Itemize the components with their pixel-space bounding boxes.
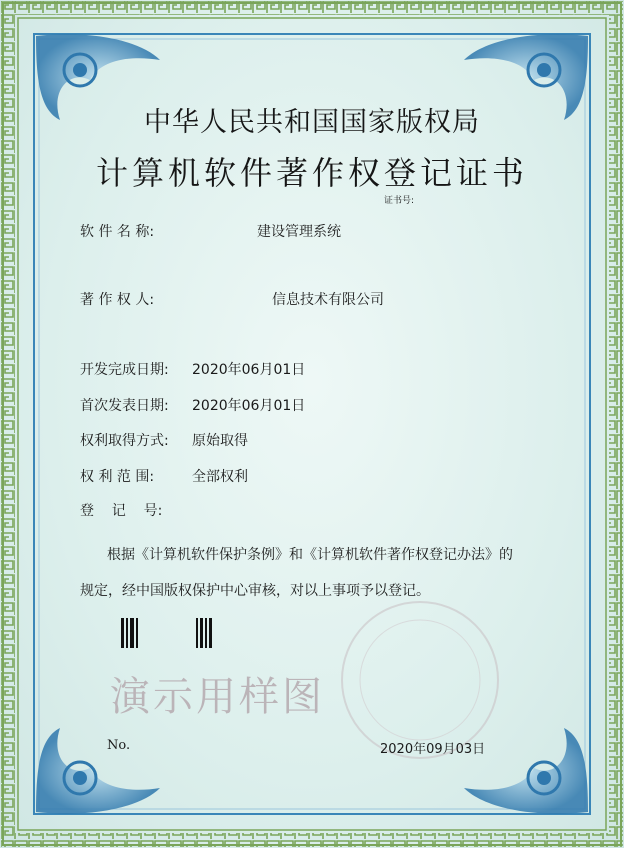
rights-scope-label: 权 利 范 围: <box>80 469 155 485</box>
copyright-owner-label: 著 作 权 人: <box>80 292 155 308</box>
barcode-right <box>196 618 212 648</box>
issue-date: 2020年09月03日 <box>380 742 486 757</box>
certificate-number-label: 证书号: <box>384 196 415 206</box>
corner-ornament-bottom-left <box>36 728 160 814</box>
issuing-authority: 中华人民共和国国家版权局 <box>144 107 480 138</box>
development-date-value: 2020年06月01日 <box>192 362 306 378</box>
number-label: No. <box>107 738 131 753</box>
official-seal <box>342 602 498 758</box>
legal-basis-line-1: 根据《计算机软件保护条例》和《计算机软件著作权登记办法》的 <box>107 547 513 563</box>
acquisition-method-value: 原始取得 <box>192 433 248 449</box>
certificate-title: 计算机软件著作权登记证书 <box>95 154 528 192</box>
acquisition-method-label: 权利取得方式: <box>80 433 169 449</box>
development-date-label: 开发完成日期: <box>80 362 169 378</box>
copyright-owner-value: 信息技术有限公司 <box>272 292 384 308</box>
publication-date-value: 2020年06月01日 <box>192 398 306 414</box>
legal-basis-line-2: 规定，经中国版权保护中心审核，对以上事项予以登记。 <box>80 583 430 599</box>
barcode-left <box>121 618 141 648</box>
registration-number-label: 登 记 号: <box>80 503 163 519</box>
software-name-value: 建设管理系统 <box>257 224 341 240</box>
publication-date-label: 首次发表日期: <box>80 398 169 414</box>
sample-watermark: 演示用样图 <box>110 674 325 720</box>
software-name-label: 软 件 名 称: <box>80 224 155 240</box>
rights-scope-value: 全部权利 <box>192 469 248 485</box>
